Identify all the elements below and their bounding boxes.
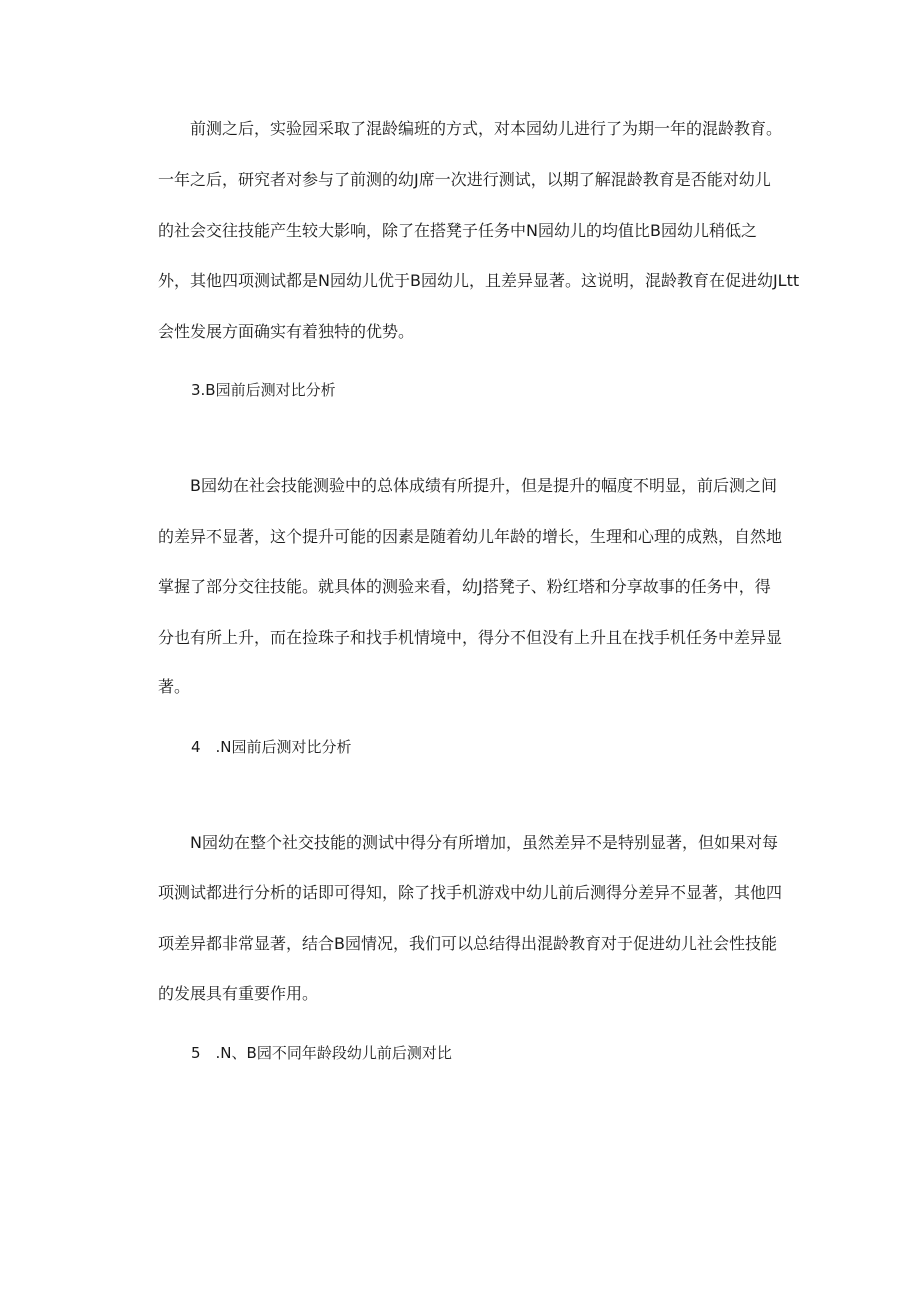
paragraph-1-line-3: 的社会交往技能产生较大影响，除了在搭凳子任务中N园幼儿的均值比B园幼儿稍低之 (158, 221, 757, 240)
paragraph-1-line-4: 外，其他四项测试都是N园幼儿优于B园幼儿，且差异显著。这说明，混龄教育在促进幼JLtt (158, 271, 800, 290)
paragraph-2-line-1: B园幼在社会技能测验中的总体成绩有所提升，但是提升的幅度不明显，前后测之间 (190, 476, 777, 495)
section-heading-3: 3.B园前后测对比分析 (191, 381, 336, 399)
section-heading-4: 4 .N园前后测对比分析 (191, 738, 352, 756)
paragraph-1-line-5: 会性发展方面确实有着独特的优势。 (158, 322, 415, 341)
paragraph-3-line-4: 的发展具有重要作用。 (158, 984, 319, 1003)
section-heading-5: 5 .N、B园不同年龄段幼儿前后测对比 (191, 1044, 452, 1062)
paragraph-2-line-3: 掌握了部分交往技能。就具体的测验来看，幼J搭凳子、粉红塔和分享故事的任务中，得 (158, 577, 771, 596)
paragraph-2-line-5: 著。 (158, 677, 191, 696)
paragraph-2-line-4: 分也有所上升，而在捡珠子和找手机情境中，得分不但没有上升且在找手机任务中差异显 (158, 628, 783, 647)
paragraph-1-line-2: 一年之后，研究者对参与了前测的幼J席一次进行测试，以期了解混龄教育是否能对幼儿 (158, 170, 771, 189)
paragraph-3-line-1: N园幼在整个社交技能的测试中得分有所增加，虽然差异不是特别显著，但如果对每 (190, 833, 778, 852)
paragraph-1-line-1: 前测之后，实验园采取了混龄编班的方式，对本园幼儿进行了为期一年的混龄教育。 (190, 119, 783, 138)
paragraph-3-line-2: 项测试都进行分析的话即可得知，除了找手机游戏中幼儿前后测得分差异不显著，其他四 (158, 883, 783, 902)
paragraph-3-line-3: 项差异都非常显著，结合B园情况，我们可以总结得出混龄教育对于促进幼儿社会性技能 (158, 934, 777, 953)
paragraph-2-line-2: 的差异不显著，这个提升可能的因素是随着幼儿年龄的增长，生理和心理的成熟，自然地 (158, 527, 783, 546)
